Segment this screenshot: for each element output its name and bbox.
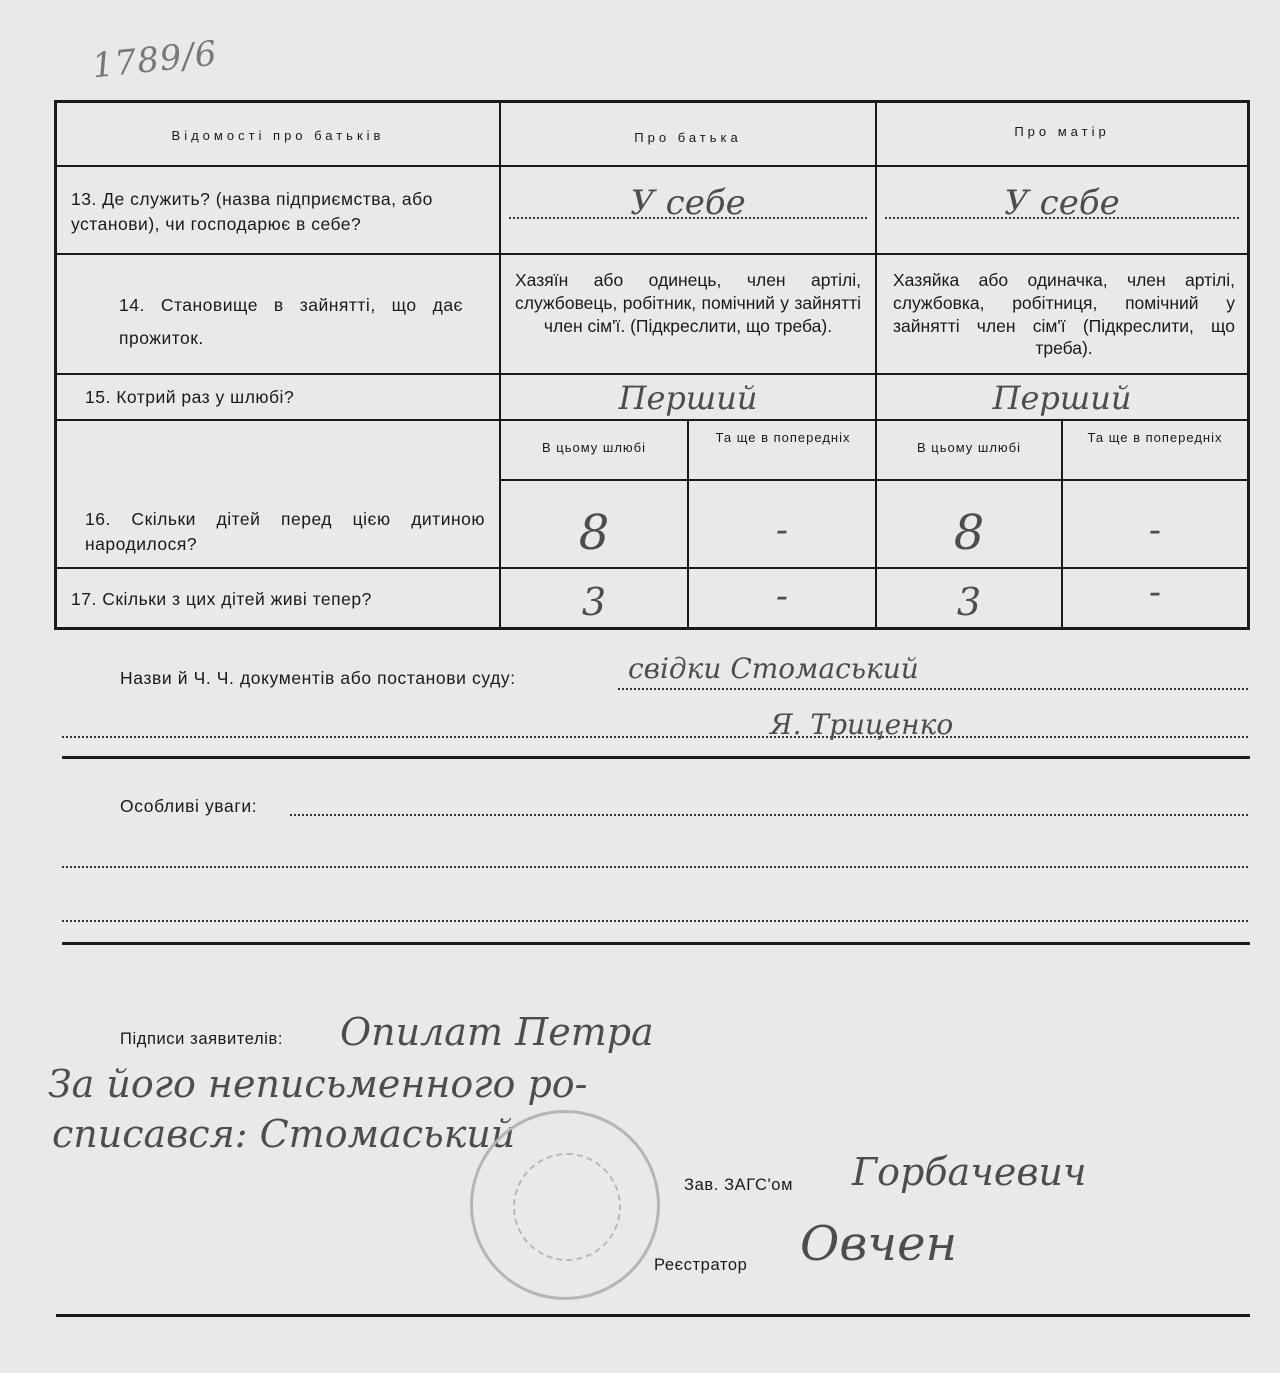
applicants-signature-line3: списався: Стомаський xyxy=(52,1112,516,1156)
answer-14-mother-options: Хазяйка або одиначка, член артілі, службовка, робітниця, помічний у зайнятті член сім'ї (Підкреслити, що треба). xyxy=(893,270,1235,359)
question-17-label: 17. Скільки з цих дітей живі тепер? xyxy=(71,589,372,609)
header-about-parents: Відомості про батьків xyxy=(171,128,385,143)
question-14-label: 14. Становище в зайнятті, що дає прожиток. xyxy=(119,295,463,349)
remarks-line xyxy=(62,866,1248,868)
registrar-label: Реєстратор xyxy=(654,1256,748,1274)
fill-line xyxy=(509,217,867,219)
answer-13-mother: У себе xyxy=(1004,183,1120,223)
table-rule xyxy=(499,479,1247,481)
answer-15-father: Перший xyxy=(618,379,758,417)
applicants-signature-line1: Опилат Петра xyxy=(340,1010,654,1054)
table-rule xyxy=(57,253,1247,255)
fill-line xyxy=(885,217,1239,219)
subheader-father-this-marriage: В цьому шлюбі xyxy=(541,440,647,455)
header-about-mother: Про матір xyxy=(1014,124,1110,139)
registry-head-label: Зав. ЗАГС'ом xyxy=(684,1176,794,1194)
registrar-signature: Овчен xyxy=(800,1216,958,1272)
official-seal xyxy=(470,1110,660,1300)
applicants-signature-line2: За його неписьменного ро- xyxy=(48,1062,588,1106)
header-about-father: Про батька xyxy=(634,130,742,145)
section-rule xyxy=(62,756,1250,759)
answer-17-father-previous: - xyxy=(775,576,789,617)
documents-value-line2: Я. Триценко xyxy=(770,708,954,741)
answer-17-mother-this: 3 xyxy=(956,580,982,624)
answer-13-father: У себе xyxy=(630,183,746,223)
corner-handwritten-number: 1789/6 xyxy=(90,33,220,87)
remarks-line xyxy=(62,920,1248,922)
answer-14-father-options: Хазяїн або одинець, член артілі, службовець, робітник, помічний у зайнятті член сім'ї. (Підкреслити, що треба). xyxy=(515,270,861,336)
documents-line xyxy=(62,736,1248,738)
page-bottom-rule xyxy=(56,1314,1250,1317)
applicants-signature-label: Підписи заявителів: xyxy=(120,1030,284,1048)
subheader-mother-this-marriage: В цьому шлюбі xyxy=(916,440,1022,455)
remarks-line xyxy=(290,814,1248,816)
subheader-father-previous: Та ще в попередніх xyxy=(715,430,851,445)
table-rule xyxy=(57,165,1247,167)
section-rule xyxy=(62,942,1250,945)
answer-17-father-this: 3 xyxy=(581,580,607,624)
answer-15-mother: Перший xyxy=(992,379,1132,417)
remarks-label: Особливі уваги: xyxy=(120,796,258,816)
question-13-label: 13. Де служить? (назва підприємства, або установи), чи господарює в себе? xyxy=(71,189,433,235)
answer-16-mother-this: 8 xyxy=(953,505,985,561)
answer-17-mother-previous: - xyxy=(1148,572,1162,613)
answer-16-father-previous: - xyxy=(775,510,789,551)
documents-label: Назви й Ч. Ч. документів або постанови суду: xyxy=(120,668,516,688)
question-15-label: 15. Котрий раз у шлюбі? xyxy=(85,387,295,407)
question-16-label: 16. Скільки дітей перед цією дитиною народилося? xyxy=(85,509,485,555)
registry-head-signature: Горбачевич xyxy=(852,1150,1087,1194)
subheader-mother-previous: Та ще в попередніх xyxy=(1087,430,1223,445)
documents-line xyxy=(618,688,1248,690)
documents-value-line1: свідки Стомаський xyxy=(628,652,919,685)
answer-16-father-this: 8 xyxy=(578,505,610,561)
parents-info-table xyxy=(54,100,1250,630)
answer-16-mother-previous: - xyxy=(1148,510,1162,551)
